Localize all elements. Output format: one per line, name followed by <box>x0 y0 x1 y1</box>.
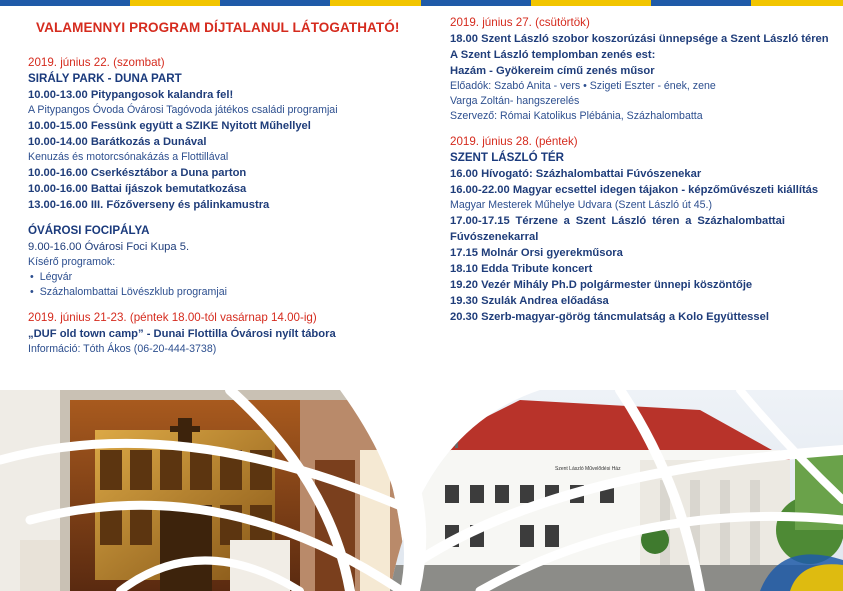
event-item: 13.00-16.00 III. Főzőverseny és pálinkamustra <box>28 199 270 211</box>
camp-info: Információ: Tóth Ákos (06-20-444-3738) <box>28 343 217 355</box>
event-item: 10.00-16.00 Cserkésztábor a Duna parton <box>28 167 247 179</box>
event-item: 18.10 Edda Tribute koncert <box>450 263 593 275</box>
page-headline: VALAMENNYI PROGRAM DÍJTALANUL LÁTOGATHATÓ! <box>36 20 400 35</box>
event-item: 20.30 Szerb-magyar-görög táncmulatság a Kolo Együttessel <box>450 311 769 323</box>
venue-szent-laszlo-ter: SZENT LÁSZLÓ TÉR <box>450 151 565 164</box>
left-column <box>28 55 398 357</box>
performers-2: Varga Zoltán- hangszerelés <box>450 95 580 107</box>
event-item: 10.00-15.00 Fessünk együtt a SZIKE Nyitott Műhellyel <box>28 120 311 132</box>
event-item: 17.00-17.15 Térzene a Szent László téren a Százhalombattai Fúvószenekarral <box>450 215 785 243</box>
yellow-band <box>751 0 843 6</box>
top-flag-stripe-right <box>421 0 843 6</box>
event-item: 16.00-22.00 Magyar ecsettel idegen tájakon - képzőművészeti kiállítás <box>450 184 819 196</box>
event-subtext: Magyar Mesterek Műhelye Udvara (Szent László út 45.) <box>450 199 713 211</box>
date-june-22: 2019. június 22. (szombat) <box>28 56 165 69</box>
blue-band <box>651 0 751 6</box>
event-item: 9.00-16.00 Óvárosi Foci Kupa 5. <box>28 241 190 253</box>
organizer: Szervező: Római Katolikus Plébánia, Százhalombatta <box>450 110 703 122</box>
event-item: A Szent László templomban zenés est: <box>450 49 656 61</box>
event-item: 17.15 Molnár Orsi gyerekműsora <box>450 247 623 259</box>
event-item: 19.20 Vezér Mihály Ph.D polgármester ünnepi köszöntője <box>450 279 753 291</box>
yellow-band <box>330 0 421 6</box>
camp-title: „DUF old town camp” - Dunai Flottilla Óvárosi nyílt tábora <box>28 328 336 340</box>
blue-band <box>0 0 130 6</box>
event-subtext: A Pitypangos Óvoda Óvárosi Tagóvoda játékos családi programjai <box>28 104 338 116</box>
event-item: 16.00 Hívogató: Százhalombattai Fúvószenekar <box>450 168 702 180</box>
event-item: 19.30 Szulák Andrea előadása <box>450 295 609 307</box>
building-sign-text: Szent László Művelődési Ház <box>555 466 621 472</box>
event-item: 10.00-13.00 Pitypangosok kalandra fel! <box>28 89 234 101</box>
venue-focipalya: ÓVÁROSI FOCIPÁLYA <box>28 224 150 237</box>
date-june-27: 2019. június 27. (csütörtök) <box>450 16 590 29</box>
date-june-21-23: 2019. június 21-23. (péntek 18.00-tól vasárnap 14.00-ig) <box>28 311 317 324</box>
yellow-band <box>130 0 220 6</box>
bullet-item: • Légvár <box>28 270 398 285</box>
event-subtext: Kenuzás és motorcsónakázás a Flottillával <box>28 151 229 163</box>
event-item: Hazám - Gyökereim című zenés műsor <box>450 65 655 77</box>
performers: Előadók: Szabó Anita - vers • Szigeti Eszter - ének, zene <box>450 80 716 92</box>
yellow-band <box>531 0 651 6</box>
blue-band <box>421 0 531 6</box>
right-column <box>450 15 829 325</box>
date-june-28: 2019. június 28. (péntek) <box>450 135 578 148</box>
bullet-item: • Százhalombattai Lövészklub programjai <box>28 285 398 300</box>
side-programs-label: Kísérő programok: <box>28 256 116 268</box>
event-item: 10.00-16.00 Battai íjászok bemutatkozása <box>28 183 247 195</box>
blue-band <box>220 0 330 6</box>
top-flag-stripe-left <box>0 0 421 6</box>
venue-siraly-park: SIRÁLY PARK - DUNA PART <box>28 72 182 85</box>
building-photo <box>380 390 843 591</box>
event-item: 18.00 Szent László szobor koszorúzási ünnepsége a Szent László téren <box>450 33 829 45</box>
event-item: 10.00-14.00 Barátkozás a Dunával <box>28 136 207 148</box>
photo-collage <box>0 390 843 591</box>
